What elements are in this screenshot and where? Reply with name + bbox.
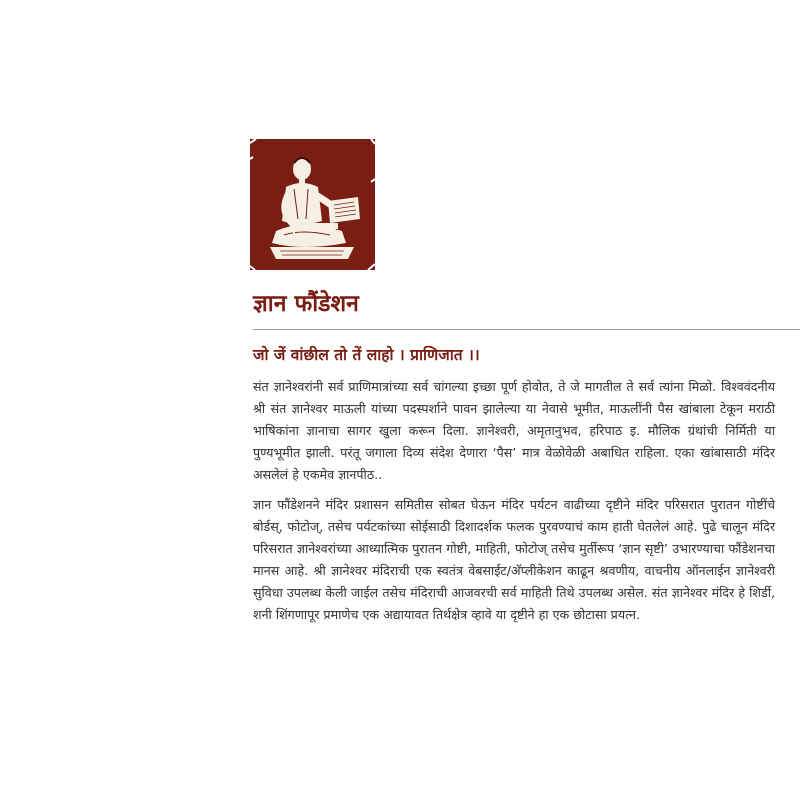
body-text — [253, 376, 775, 634]
page-subtitle: जो जें वांछील तो तें लाहो । प्राणिजात ।। — [253, 346, 480, 364]
divider — [253, 329, 800, 330]
paragraph: ज्ञान फौंडेशनने मंदिर प्रशासन समितीस सोबत घेऊन मंदिर पर्यटन वाढीच्या दृष्टीने मंदिर परिसरात पुरातन गोष्टींचे बोर्डस्, फोटोज्, तसेच पर्यटकांच्या सोईसाठी दिशादर्शक फलक पुरवण्याचं काम हाती घेतलेलं आहे. पुढे चालून मंदिर परिसरात ज्ञानेश्वरांच्या आध्यात्मिक पुरातन गोष्टी, माहिती, फोटोज् तसेच मुर्तीरूप ‘ज्ञान सृष्टी’ उभारण्याचा फौंडेशनचा मानस आहे. श्री ज्ञानेश्वर मंदिराची एक स्वतंत्र वेबसाईट/अ‍ॅप्लीकेशन काढून श्रवणीय, वाचनीय ऑनलाईन ज्ञानेश्वरी सुविधा उपलब्ध केली जाईल तसेच मंदिराची आजवरची सर्व माहिती तिथे उपलब्ध असेल. संत ज्ञानेश्वर मंदिर हे शिर्डी, शनी शिंगणापूर प्रमाणेच एक अद्यायावत तिर्थक्षेत्र व्हावे या दृष्टीने हा एक छोटासा प्रयत्न. — [253, 497, 775, 622]
saint-writing-illustration — [250, 139, 375, 270]
paragraph: संत ज्ञानेश्वरांनी सर्व प्राणिमात्रांच्या सर्व चांगल्या इच्छा पूर्ण होवोत, ते जे मागतील ते सर्व त्यांना मिळो. विश्ववंदनीय श्री संत ज्ञानेश्वर माऊली यांच्या पदस्पर्शाने पावन झालेल्या या नेवासे भूमीत, माऊलींनी पैस खांबाला टेकून मराठी भाषिकांना ज्ञानाचा सागर खुला करून दिला. ज्ञानेश्वरी, अमृतानुभव, हरिपाठ इ. मौलिक ग्रंथांची निर्मिती या पुण्यभूमीत झाली. परंतू जगाला दिव्य संदेश देणारा ‘पैस’ मात्र वेळोवेळी अबाधित राहिला. एका खांबासाठी मंदिर असलेलं हे एकमेव ज्ञानपीठ.. — [253, 379, 775, 482]
page-title: ज्ञान फौंडेशन — [253, 291, 359, 317]
